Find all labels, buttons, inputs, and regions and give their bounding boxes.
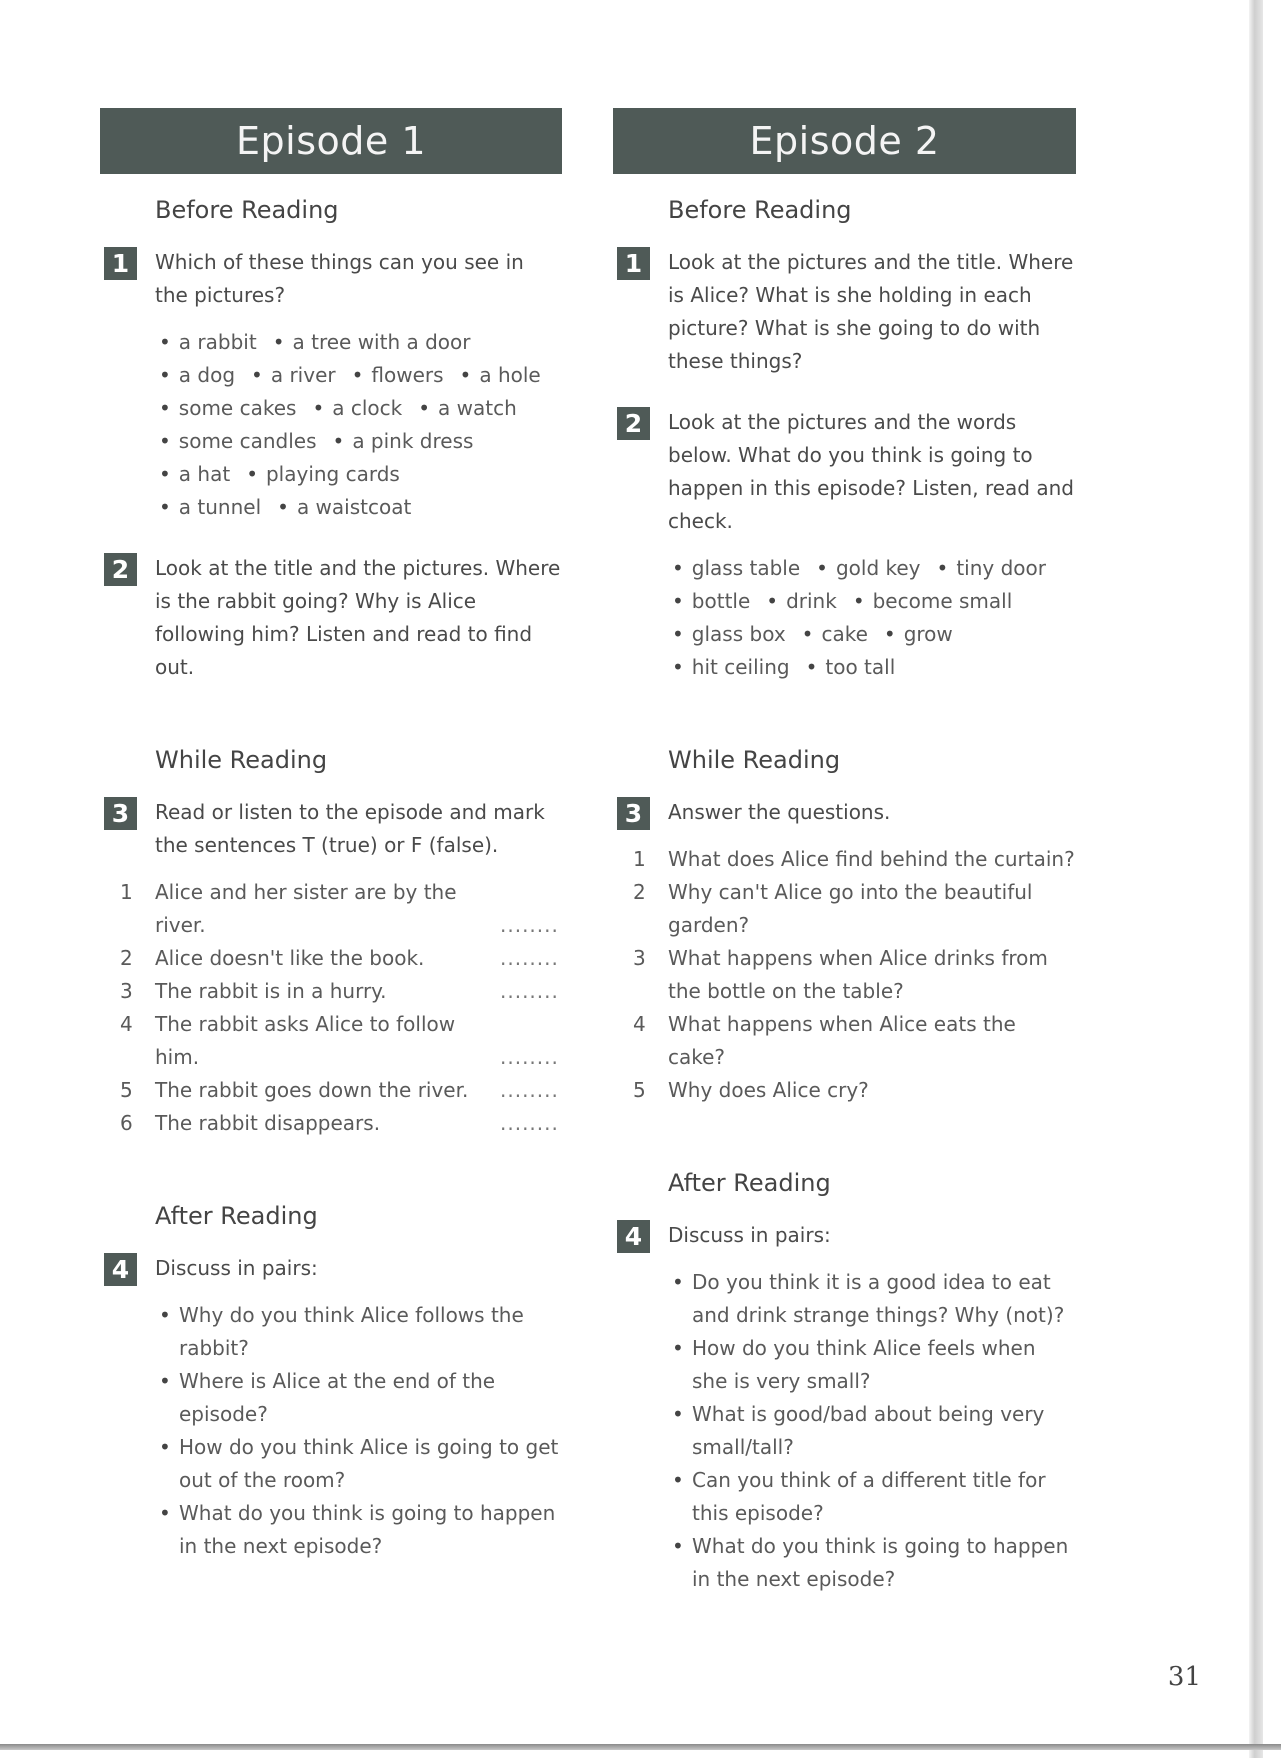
exercise-number-badge: 1 — [104, 247, 137, 280]
list-item — [159, 326, 562, 359]
list-item: • What is good/bad about being very small/tall? — [672, 1398, 1076, 1464]
item-list — [155, 326, 562, 524]
vocab-item: • become small — [853, 589, 1012, 613]
vocab-item: • a waistcoat — [277, 495, 411, 519]
vocab-item: • a tree with a door — [273, 330, 471, 354]
vocab-item: • a hat — [159, 462, 230, 486]
vocab-item: • grow — [884, 622, 953, 646]
vocab-item: • a pink dress — [333, 429, 474, 453]
after-reading-heading: After Reading — [155, 1202, 318, 1230]
true-false-list — [120, 876, 562, 1140]
while-reading-heading: While Reading — [155, 746, 328, 774]
list-item — [159, 359, 562, 392]
list-item — [672, 552, 1076, 585]
discussion-list — [668, 1266, 1076, 1596]
exercise-number-badge: 2 — [617, 407, 650, 440]
vocab-item: • a river — [251, 363, 336, 387]
vocab-item: • a watch — [418, 396, 517, 420]
list-item: • Can you think of a different title for this episode? — [672, 1464, 1076, 1530]
list-item: • What do you think is going to happen in the next episode? — [159, 1497, 562, 1563]
vocab-item: • a clock — [312, 396, 402, 420]
list-item — [633, 843, 1076, 876]
item-number: 3 — [633, 946, 646, 970]
item-number: 4 — [633, 1012, 646, 1036]
exercise-3 — [613, 796, 1076, 1107]
list-item: • Do you think it is a good idea to eat and drink strange things? Why (not)? — [672, 1266, 1076, 1332]
discussion-list — [155, 1299, 562, 1563]
list-item — [633, 876, 1076, 942]
exercise-2 — [613, 406, 1076, 684]
sentence-text: Alice and her sister are by the river. — [155, 880, 457, 937]
list-item: • How do you think Alice is going to get out of the room? — [159, 1431, 562, 1497]
vocab-item: • some cakes — [159, 396, 296, 420]
list-item — [672, 651, 1076, 684]
page-number: 31 — [1167, 1662, 1201, 1692]
vocab-item: • glass box — [672, 622, 786, 646]
before-reading-heading: Before Reading — [155, 196, 339, 224]
exercise-2 — [100, 552, 562, 684]
question-text: What does Alice find behind the curtain? — [668, 847, 1075, 871]
item-number: 2 — [633, 880, 646, 904]
exercise-number-badge: 1 — [617, 247, 650, 280]
question-text: Why does Alice cry? — [668, 1078, 869, 1102]
item-number: 1 — [120, 880, 133, 904]
while-reading-heading: While Reading — [668, 746, 841, 774]
item-number: 1 — [633, 847, 646, 871]
item-list — [668, 552, 1076, 684]
vocab-item: • hit ceiling — [672, 655, 790, 679]
list-item — [120, 1074, 562, 1107]
page-edge-shadow — [1249, 0, 1263, 1758]
episode-1-column — [100, 108, 562, 1563]
list-item — [120, 975, 562, 1008]
question-text: Why can't Alice go into the beautiful garden? — [668, 880, 1033, 937]
list-item: • Where is Alice at the end of the episode? — [159, 1365, 562, 1431]
vocab-item: • a tunnel — [159, 495, 261, 519]
sentence-text: The rabbit is in a hurry. — [155, 979, 387, 1003]
list-item — [633, 1008, 1076, 1074]
exercise-instruction: Answer the questions. — [668, 800, 891, 824]
exercise-instruction: Discuss in pairs: — [155, 1256, 318, 1280]
vocab-item: • playing cards — [246, 462, 400, 486]
answer-blank[interactable]: ........ — [500, 1045, 559, 1069]
answer-blank[interactable]: ........ — [500, 979, 559, 1003]
question-text: What happens when Alice eats the cake? — [668, 1012, 1016, 1069]
after-reading-heading: After Reading — [668, 1169, 831, 1197]
exercise-4 — [613, 1219, 1076, 1596]
before-reading-heading: Before Reading — [668, 196, 852, 224]
exercise-instruction: Discuss in pairs: — [668, 1223, 831, 1247]
list-item — [633, 942, 1076, 1008]
item-number: 2 — [120, 946, 133, 970]
list-item — [159, 491, 562, 524]
exercise-number-badge: 4 — [617, 1220, 650, 1253]
vocab-item: • flowers — [352, 363, 444, 387]
vocab-item: • some candles — [159, 429, 317, 453]
answer-blank[interactable]: ........ — [500, 946, 559, 970]
question-list — [633, 843, 1076, 1107]
list-item: • What do you think is going to happen in the next episode? — [672, 1530, 1076, 1596]
answer-blank[interactable]: ........ — [500, 1111, 559, 1135]
answer-blank[interactable]: ........ — [500, 1078, 559, 1102]
item-number: 6 — [120, 1111, 133, 1135]
item-number: 4 — [120, 1012, 133, 1036]
list-item — [120, 876, 562, 942]
exercise-number-badge: 3 — [104, 797, 137, 830]
exercise-number-badge: 4 — [104, 1253, 137, 1286]
vocab-item: • bottle — [672, 589, 750, 613]
exercise-4 — [100, 1252, 562, 1563]
vocab-item: • too tall — [806, 655, 896, 679]
list-item — [120, 1107, 562, 1140]
item-number: 3 — [120, 979, 133, 1003]
exercise-instruction: Read or listen to the episode and mark the sentences T (true) or F (false). — [155, 800, 545, 857]
exercise-1 — [613, 246, 1076, 378]
episode-2-column — [613, 108, 1076, 1596]
sentence-text: The rabbit disappears. — [155, 1111, 381, 1135]
vocab-item: • drink — [766, 589, 837, 613]
answer-blank[interactable]: ........ — [500, 913, 559, 937]
list-item — [159, 458, 562, 491]
exercise-instruction: Look at the pictures and the title. Where is Alice? What is she holding in each picture? What is she going to do with these things? — [668, 250, 1074, 373]
sentence-text: Alice doesn't like the book. — [155, 946, 425, 970]
episode-1-banner: Episode 1 — [100, 108, 562, 174]
list-item — [120, 1008, 562, 1074]
exercise-instruction: Look at the pictures and the words below. What do you think is going to happen in this episode? Listen, read and check. — [668, 410, 1074, 533]
exercise-number-badge: 2 — [104, 553, 137, 586]
vocab-item: • tiny door — [937, 556, 1046, 580]
list-item — [159, 392, 562, 425]
list-item — [672, 618, 1076, 651]
list-item — [633, 1074, 1076, 1107]
exercise-instruction: Look at the title and the pictures. Where is the rabbit going? Why is Alice following him? Listen and read to find out. — [155, 556, 561, 679]
vocab-item: • gold key — [816, 556, 920, 580]
vocab-item: • glass table — [672, 556, 800, 580]
item-number: 5 — [633, 1078, 646, 1102]
vocab-item: • a rabbit — [159, 330, 257, 354]
sentence-text: The rabbit asks Alice to follow him. — [155, 1012, 456, 1069]
vocab-item: • cake — [802, 622, 868, 646]
exercise-1 — [100, 246, 562, 524]
vocab-item: • a dog — [159, 363, 235, 387]
page-bottom-edge — [0, 1744, 1281, 1750]
item-number: 5 — [120, 1078, 133, 1102]
episode-2-banner: Episode 2 — [613, 108, 1076, 174]
exercise-3 — [100, 796, 562, 1140]
list-item: • How do you think Alice feels when she is very small? — [672, 1332, 1076, 1398]
list-item — [672, 585, 1076, 618]
sentence-text: The rabbit goes down the river. — [155, 1078, 469, 1102]
list-item — [159, 425, 562, 458]
vocab-item: • a hole — [460, 363, 541, 387]
exercise-number-badge: 3 — [617, 797, 650, 830]
list-item: • Why do you think Alice follows the rabbit? — [159, 1299, 562, 1365]
exercise-instruction: Which of these things can you see in the pictures? — [155, 250, 524, 307]
question-text: What happens when Alice drinks from the bottle on the table? — [668, 946, 1048, 1003]
list-item — [120, 942, 562, 975]
